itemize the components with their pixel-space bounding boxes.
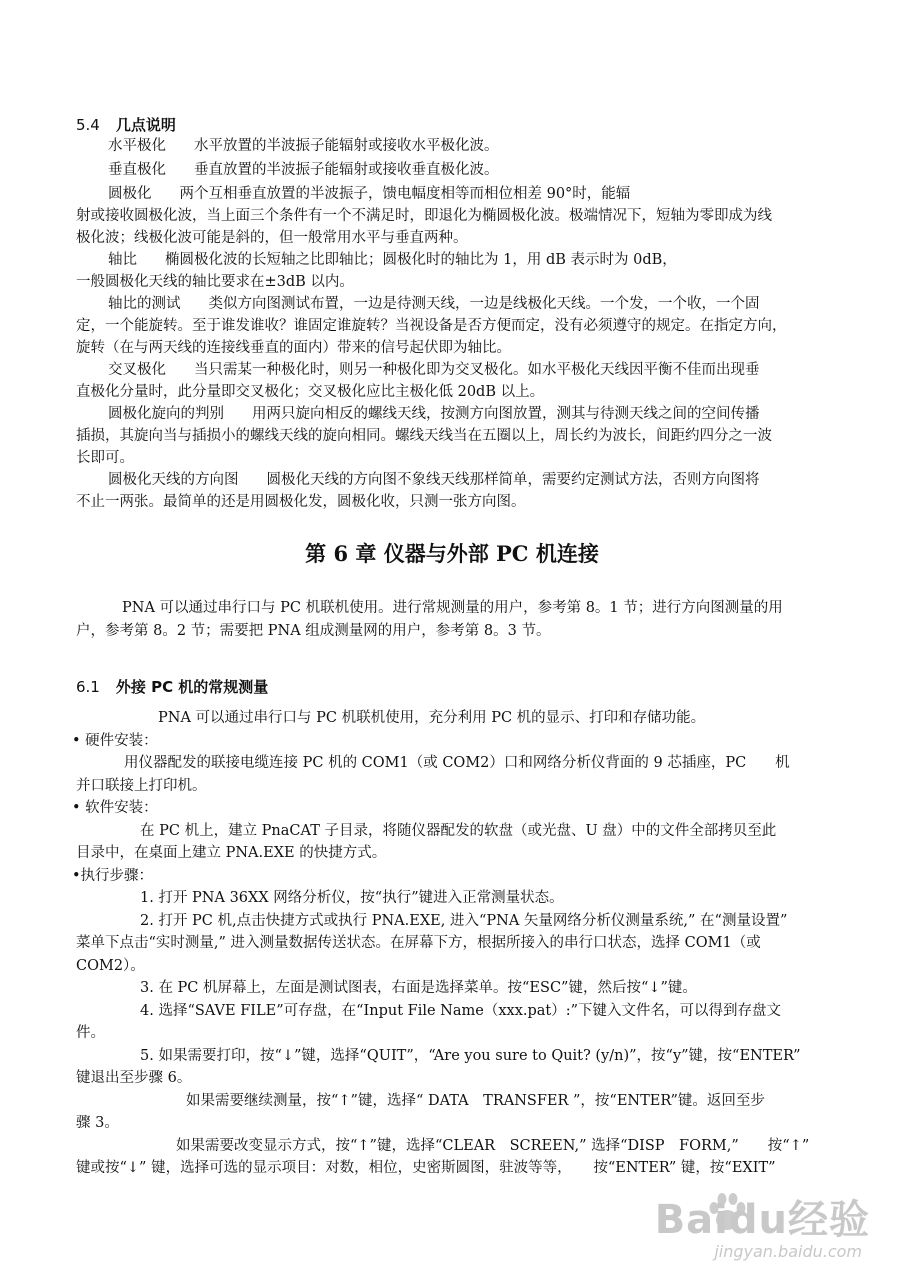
watermark-brand: Baidu经验 [654,1197,870,1243]
term-text: 圆极化天线的方向图不象线天线那样简单，需要约定测试方法，否则方向图将 [266,472,760,488]
section-6-1-heading [76,676,268,697]
para-line: 不止一两张。最简单的还是用圆极化发，圆极化收，只测一张方向图。 [76,494,526,510]
step-line: 件。 [76,1025,105,1041]
bullet-heading: • 软件安装： [72,800,158,816]
intro-line: 户，参考第 8。2 节；需要把 PNA 组成测量网的用户，参考第 8。3 节。 [76,623,551,639]
para-line [108,136,868,156]
step-line: COM2）。 [76,958,145,974]
term-label: 圆极化 [108,186,152,202]
para-line: 目录中，在桌面上建立 PNA.EXE 的快捷方式。 [76,845,387,861]
term-label: 轴比 [108,252,137,268]
chapter-title: 第 6 章 仪器与外部 PC 机连接 [305,541,599,566]
step-line: 菜单下点击“实时测量,” 进入测量数据传送状态。在屏幕下方，根据所接入的串行口状态，选择 COM1（或 [76,935,761,951]
term-label: 圆极化旋向的判别 [108,406,224,422]
para-line: 射或接收圆极化波，当上面三个条件有一个不满足时，即退化为椭圆极化波。极端情况下，短轴为零即成为线 [76,208,772,224]
para-line: 用仪器配发的联接电缆连接 PC 机的 COM1（或 COM2）口和网络分析仪背面的 9 芯插座，PC 机 [124,755,790,771]
para-line [108,294,868,314]
section-5-4-heading [76,114,176,135]
section-title: 外接 PC 机的常规测量 [115,678,269,696]
term-text: 两个互相垂直放置的半波振子，馈电幅度相等而相位相差 90°时，能辐 [179,186,631,202]
para-line [108,184,868,204]
step-line: 3. 在 PC 机屏幕上，左面是测试图表，右面是选择菜单。按“ESC”键，然后按“↓”键。 [140,980,697,996]
section-number: 6.1 [76,678,100,696]
step-line: 1. 打开 PNA 36XX 网络分析仪，按“执行”键进入正常测量状态。 [140,890,564,906]
section-title: 几点说明 [115,116,176,134]
term-text: 类似方向图测试布置，一边是待测天线，一边是线极化天线。一个发，一个收，一个固 [208,296,760,312]
para-line [108,404,868,424]
term-text: 椭圆极化波的长短轴之比即轴比；圆极化时的轴比为 1，用 dB 表示时为 0dB， [165,252,677,268]
para-line: 插损，其旋向当与插损小的螺线天线的旋向相同。螺线天线当在五圈以上，周长约为波长，间距约四分之一波 [76,428,772,444]
intro-line: PNA 可以通过串行口与 PC 机联机使用。进行常规测量的用户，参考第 8。1 节；进行方向图测量的用 [122,600,783,616]
term-text: 用两只旋向相反的螺线天线，按测方向图放置，测其与待测天线之间的空间传播 [252,406,760,422]
para-line: 直极化分量时，此分量即交叉极化；交叉极化应比主极化低 20dB 以上。 [76,384,545,400]
step-line: 4. 选择“SAVE FILE”可存盘，在“Input File Name（xxx.pat）:”下键入文件名，可以得到存盘文 [140,1003,782,1019]
step-line: 如果需要改变显示方式，按“↑”键，选择“CLEAR SCREEN,” 选择“DISP FORM,” 按“↑” [176,1138,810,1154]
para-line [108,470,868,490]
para-line: 极化波；线极化波可能是斜的，但一般常用水平与垂直两种。 [76,230,468,246]
baidu-watermark [620,1188,870,1268]
step-line: 键或按“↓” 键，选择可选的显示项目：对数，相位，史密斯圆图，驻波等等， 按“ENTER” 键，按“EXIT” [76,1160,776,1176]
para-line: 旋转（在与两天线的连接线垂直的面内）带来的信号起伏即为轴比。 [76,340,511,356]
para-line [108,360,868,380]
para-line [108,250,868,270]
step-line: 5. 如果需要打印，按“↓”键，选择“QUIT”，“Are you sure to Quit? (y/n)”，按“y”键，按“ENTER” [140,1048,801,1064]
bullet-heading: •执行步骤： [72,868,154,884]
term-label: 交叉极化 [108,362,166,378]
para-line: 长即可。 [76,450,134,466]
step-line: 2. 打开 PC 机,点击快捷方式或执行 PNA.EXE, 进入“PNA 矢量网络分析仪测量系统,” 在“测量设置” [140,913,788,929]
term-label: 圆极化天线的方向图 [108,472,239,488]
section-number: 5.4 [76,116,100,134]
step-line: 如果需要继续测量，按“↑”键，选择“ DATA TRANSFER ”，按“ENTER”键。返回至步 [186,1093,765,1109]
step-line: 骤 3。 [76,1115,119,1131]
para-line: 并口联接上打印机。 [76,778,207,794]
para-line: 一般圆极化天线的轴比要求在±3dB 以内。 [76,274,354,290]
term-label: 轴比的测试 [108,296,181,312]
step-line: 键退出至步骤 6。 [76,1070,192,1086]
term-text: 水平放置的半波振子能辐射或接收水平极化波。 [194,138,499,154]
watermark-url: jingyan.baidu.com [714,1242,862,1261]
term-text: 当只需某一种极化时，则另一种极化即为交叉极化。如水平极化天线因平衡不佳而出现垂 [194,362,760,378]
para-line: 定，一个能旋转。至于谁发谁收？谁固定谁旋转？当视设备是否方便而定，没有必须遵守的规定。在指定方向， [76,318,787,334]
term-text: 垂直放置的半波振子能辐射或接收垂直极化波。 [194,162,499,178]
term-label: 水平极化 [108,138,166,154]
para-line: PNA 可以通过串行口与 PC 机联机使用，充分利用 PC 机的显示、打印和存储功能。 [158,710,706,726]
bullet-heading: • 硬件安装： [72,733,158,749]
para-line: 在 PC 机上，建立 PnaCAT 子目录，将随仪器配发的软盘（或光盘、U 盘）中的文件全部拷贝至此 [140,823,777,839]
term-label: 垂直极化 [108,162,166,178]
para-line [108,160,868,180]
